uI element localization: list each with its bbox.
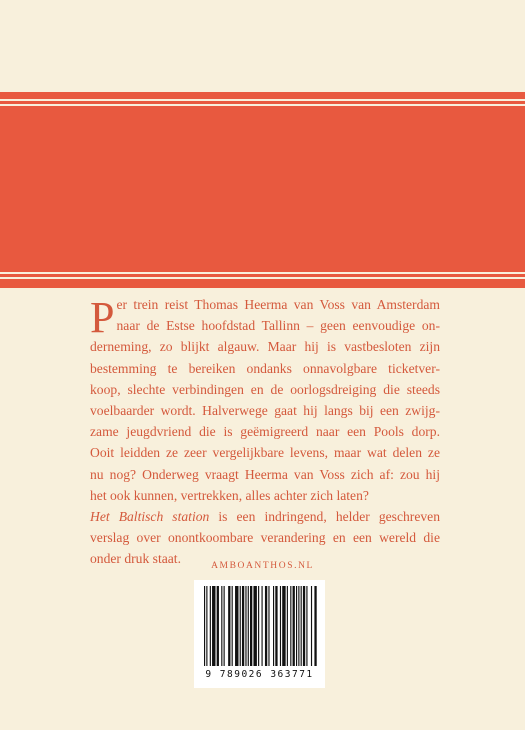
band-stripe-top-1	[0, 99, 525, 101]
barcode-bar	[221, 586, 222, 666]
barcode-bar	[311, 586, 312, 666]
band-stripe-top-2	[0, 104, 525, 106]
barcode-bar	[253, 586, 256, 666]
blurb-line: naar de Estse hoofdstad Tallinn – geen eenvoudige on-	[116, 318, 440, 334]
barcode-bar	[293, 586, 295, 666]
barcode-bar	[224, 586, 225, 666]
barcode-bar	[242, 586, 244, 666]
barcode-bar	[301, 586, 302, 666]
dropcap: P	[90, 293, 115, 342]
barcode-bar	[282, 586, 285, 666]
blurb-line: derneming, zo blijkt algauw. Maar hij is vastbesloten zijn	[90, 339, 440, 355]
blurb-line: koop, slechte verbindingen en de oorlogsdreiging die steeds	[90, 381, 440, 397]
barcode-bar	[212, 586, 215, 666]
cover-color-band	[0, 92, 525, 288]
isbn-number: 9 789026 363771	[205, 669, 314, 680]
blurb-title-continuation: is een indringend, helder geschreven	[209, 509, 440, 525]
book-title: Het Baltisch station	[90, 509, 210, 525]
barcode-bar	[248, 586, 249, 666]
barcode-bar	[204, 586, 205, 666]
barcode-bar	[280, 586, 281, 666]
blurb-line: voelbaarder wordt. Halverwege gaat hij langs bij een zwijg-	[90, 403, 440, 419]
barcode-bar	[287, 586, 288, 666]
band-stripe-bottom-2	[0, 277, 525, 279]
barcode	[194, 580, 325, 688]
barcode-bar	[262, 586, 263, 666]
blurb-line: bestemming te bereiken ondanks onnavolgbare ticketver-	[90, 360, 440, 376]
blurb-line: nu nog? Onderweg vraagt Heerma van Voss zich af: zou hij	[90, 466, 440, 482]
blurb-line: verslag over onontkoombare verandering en een wereld die	[90, 530, 440, 546]
blurb-text	[90, 294, 440, 570]
barcode-bar	[265, 586, 267, 666]
band-stripe-bottom-1	[0, 272, 525, 274]
blurb-line: zame jeugdvriend die is geëmigreerd naar een Pools dorp.	[90, 424, 440, 440]
barcode-bar	[240, 586, 241, 666]
barcode-bar	[228, 586, 230, 666]
barcode-bar	[258, 586, 259, 666]
barcode-bar	[314, 586, 316, 666]
barcode-bar	[275, 586, 277, 666]
barcode-bar	[250, 586, 252, 666]
barcode-bars	[194, 580, 325, 670]
barcode-bar	[235, 586, 238, 666]
blurb-line: er trein reist Thomas Heerma van Voss van Amsterdam	[116, 297, 440, 312]
barcode-bar	[306, 586, 307, 666]
barcode-bar	[232, 586, 233, 666]
barcode-bar	[206, 586, 207, 666]
barcode-bar	[296, 586, 297, 666]
barcode-bar	[298, 586, 299, 666]
publisher-url: AMBOANTHOS.NL	[211, 561, 314, 571]
barcode-bar	[268, 586, 269, 666]
blurb-line: het ook kunnen, vertrekken, alles achter zich laten?	[90, 487, 369, 503]
barcode-bar	[210, 586, 211, 666]
barcode-bar	[303, 586, 305, 666]
blurb-line: Ooit leidden ze zeer vergelijkbare levens, maar wat delen ze	[90, 445, 440, 461]
barcode-bar	[273, 586, 274, 666]
blurb-line: onder druk staat.	[90, 551, 181, 567]
barcode-bar	[290, 586, 291, 666]
blurb-line-title	[90, 506, 440, 527]
barcode-bar	[245, 586, 246, 666]
barcode-bar	[217, 586, 219, 666]
